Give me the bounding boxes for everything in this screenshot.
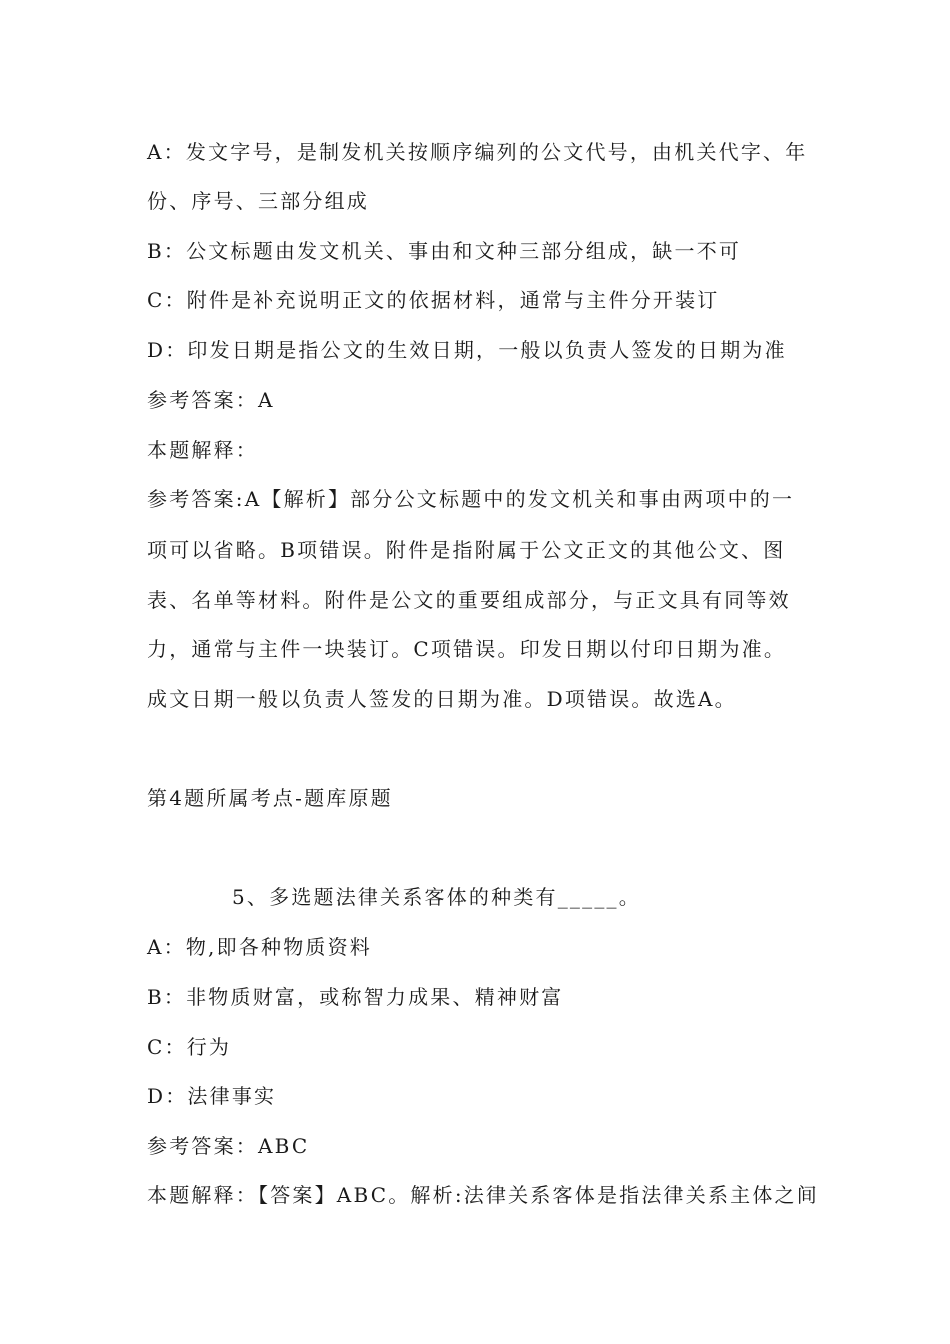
q3-option-a-line2: 份、序号、三部分组成 (147, 189, 369, 213)
q4-topic: 第4题所属考点-题库原题 (147, 786, 393, 810)
q3-answer: 参考答案：A (147, 388, 275, 412)
q3-explanation-line: 成文日期一般以负责人签发的日期为准。D项错误。故选A。 (147, 687, 737, 711)
q3-explanation-line: 力，通常与主件一块装订。C项错误。印发日期以付印日期为准。 (147, 637, 787, 661)
q3-option-d: D：印发日期是指公文的生效日期，一般以负责人签发的日期为准 (147, 338, 787, 362)
q5-option-d: D：法律事实 (147, 1084, 277, 1108)
q5-option-c: C：行为 (147, 1035, 232, 1059)
q3-option-b: B：公文标题由发文机关、事由和文种三部分组成，缺一不可 (147, 239, 742, 263)
q5-option-a: A：物,即各种物质资料 (147, 935, 373, 959)
q3-explanation-line: 参考答案:A【解析】部分公文标题中的发文机关和事由两项中的一 (147, 487, 795, 511)
q5-answer: 参考答案：ABC (147, 1134, 310, 1158)
q3-explanation-line: 表、名单等材料。附件是公文的重要组成部分，与正文具有同等效 (147, 588, 791, 612)
q3-option-a-line1: A：发文字号，是制发机关按顺序编列的公文代号，由机关代字、年 (147, 140, 808, 164)
q3-explanation-label: 本题解释： (147, 438, 258, 462)
q3-option-c: C：附件是补充说明正文的依据材料，通常与主件分开装订 (147, 288, 720, 312)
q5-explanation: 本题解释：【答案】ABC。解析:法律关系客体是指法律关系主体之间 (147, 1183, 819, 1207)
q5-option-b: B：非物质财富，或称智力成果、精神财富 (147, 985, 564, 1009)
q5-question: 5、多选题法律关系客体的种类有_____。 (232, 885, 641, 909)
q3-explanation-line: 项可以省略。B项错误。附件是指附属于公文正文的其他公文、图 (147, 538, 786, 562)
